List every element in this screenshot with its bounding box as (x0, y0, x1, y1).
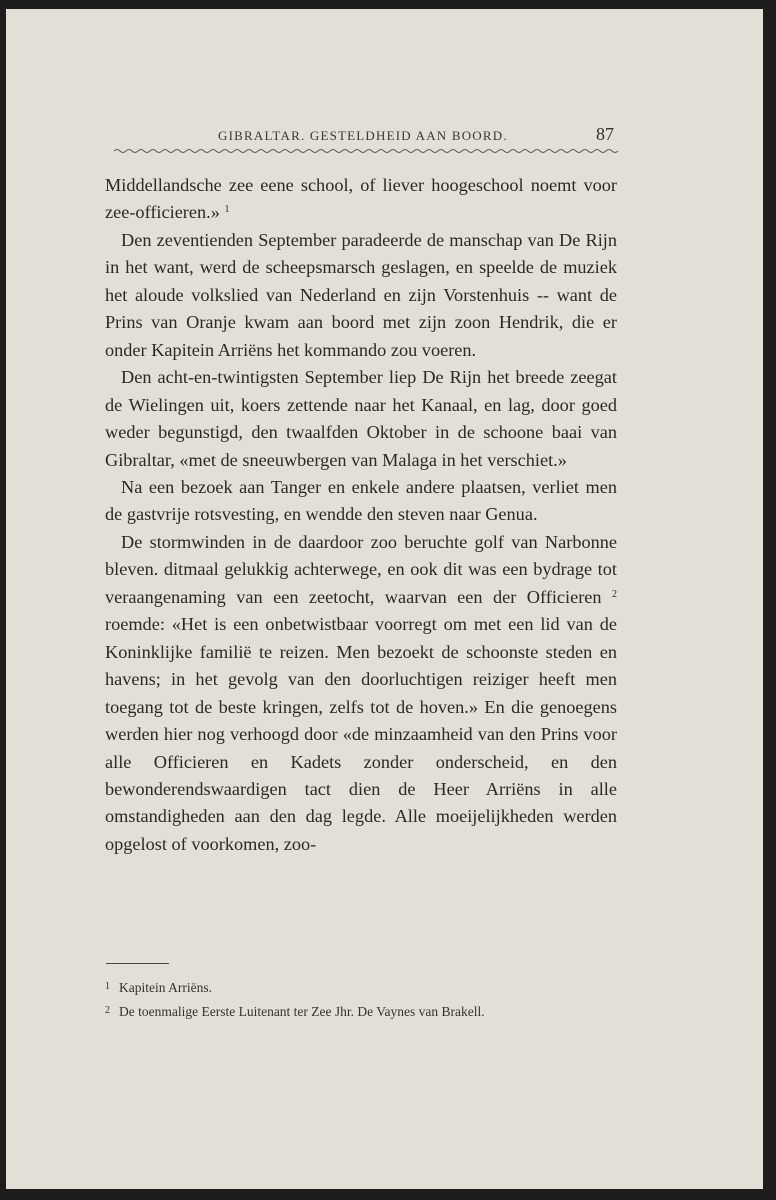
paragraph-5-text-a: De stormwinden in de daardoor zoo beruchte golf van Narbonne bleven. ditmaal gelukkig achterwege, en ook dit was een bydrage tot veraangenaming van een zeetocht, waarvan een der Officieren (105, 531, 617, 607)
paragraph-4: Na een bezoek aan Tanger en enkele andere plaatsen, verliet men de gastvrije rotsvesting, en wendde den steven naar Genua. (105, 476, 617, 525)
paragraph-3: Den acht-en-twintigsten September liep De Rijn het breede zeegat de Wielingen uit, koers zettende naar het Kanaal, en lag, door goed weder begunstigd, den twaalfden Oktober in de schoone baai van Gibraltar, «met de sneeuwbergen van Malaga in het verschiet.» (105, 367, 617, 470)
footnote-1 (105, 975, 625, 999)
page-header (6, 124, 763, 149)
paragraph-5 (105, 529, 617, 858)
page-number: 87 (596, 124, 614, 144)
footnote-1-text: Kapitein Arriëns. (119, 980, 212, 995)
footnote-2 (105, 999, 625, 1023)
paragraph-1 (105, 172, 617, 227)
footnote-2-text: De toenmalige Eerste Luitenant ter Zee Jhr. De Vaynes van Brakell. (119, 1004, 485, 1019)
footnote-ref-2: 2 (612, 588, 617, 600)
book-page (6, 9, 763, 1189)
footnote-separator (106, 963, 169, 964)
paragraph-1-text: Middellandsche zee eene school, of liever hoogeschool noemt voor zee-officieren.» (105, 175, 617, 223)
footnote-ref-1: 1 (224, 204, 230, 216)
wavy-rule-divider (114, 147, 620, 155)
paragraph-2: Den zeventienden September paradeerde de manschap van De Rijn in het want, werd de scheepsmarsch geslagen, en speelde de muziek het aloude volkslied van Nederland en zijn Vorstenhuis -- want de Prins van Oranje kwam aan boord met zijn zoon Hendrik, die er onder Kapitein Arriëns het kommando zou voeren. (105, 229, 617, 360)
body-text (105, 172, 617, 858)
paragraph-5-text-b: roemde: «Het is een onbetwistbaar voorregt om met een lid van de Koninklijke familië te reizen. Men bezoekt de schoonste steden en havens; in het gevolg van den doorluchtigen reiziger heeft men toegang tot de beste kringen, zelfs tot de hoven.» En die genoegens werden hier nog verhoogd door «de minzaamheid van den Prins voor alle Officieren en Kadets zonder onderscheid, en den bewonderendswaardigen tact dien de Heer Arriëns in alle omstandigheden aan den dag legde. Alle moeijelijkheden werden opgelost of voorkomen, zoo- (105, 614, 617, 854)
footnotes (105, 975, 625, 1023)
footnote-2-mark: 2 (105, 1005, 110, 1016)
footnote-1-mark: 1 (105, 981, 110, 992)
running-title: GIBRALTAR. GESTELDHEID AAN BOORD. (218, 128, 508, 143)
